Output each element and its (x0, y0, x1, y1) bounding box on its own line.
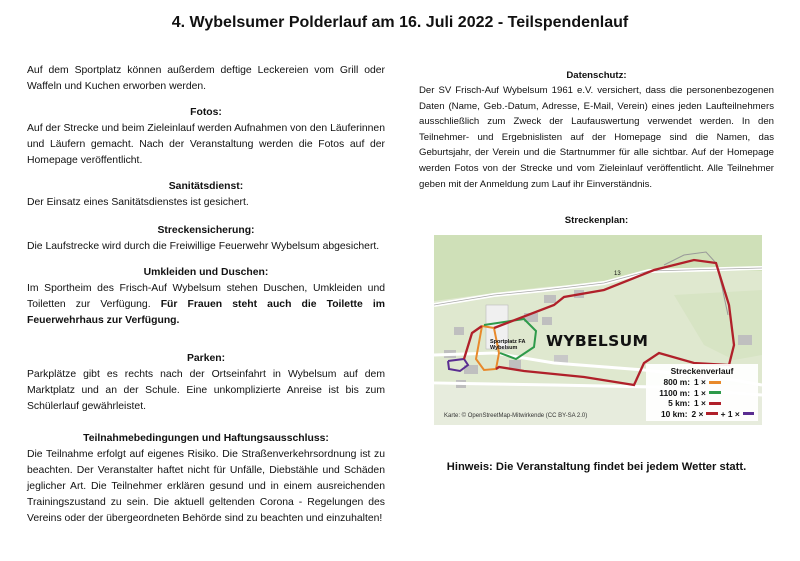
map-credit: Karte: © OpenStreetMap-Mitwirkende (CC BY-SA 2.0) (444, 413, 588, 419)
legend-count: 1 × (694, 398, 706, 408)
umkleiden-heading: Umkleiden und Duschen: (143, 267, 269, 278)
map-road-number: 13 (614, 271, 621, 277)
streckenplan-heading: Streckenplan: (564, 215, 629, 227)
legend-extra: + 1 × (720, 408, 740, 419)
legend-title: Streckenverlauf (670, 365, 734, 376)
datenschutz-text: Der SV Frisch-Auf Wybelsum 1961 e.V. versichert, dass die personenbezogenen Daten (Name, Geb.-Datum, Adresse, E-Mail, Verein) eines jeden Laufteilnehmers ausschließlich zum Zweck der Laufauswertung verwendet werden. In den Teilnehmer- und Ergebnislisten auf der Homepage sind die Namen, das Geburtsjahr, der Verein und die Startnummer für alle sichtbar. Auf der Homepage werden Fotos von der Strecke und vom Zieleinlauf veröffentlicht. Alle Teilnehmer geben mit der Anmeldung zum Lauf ihr Einverständnis. (419, 85, 774, 190)
fotos-text: Auf der Strecke und beim Zieleinlauf werden Aufnahmen von den Läuferinnen und Läufern gemacht. Nach der Veranstaltung werden die Fotos auf der Homepage veröffentlicht. (27, 123, 385, 166)
legend-distance: 5 km: (668, 398, 690, 408)
map-sportplatz-label: Sportplatz FA Wybelsum (490, 339, 526, 351)
route-map (434, 235, 762, 425)
legend-row (650, 409, 754, 420)
legend-red-swatch (706, 412, 717, 415)
weather-notice: Hinweis: Die Veranstaltung findet bei jedem Wetter statt. (446, 461, 747, 473)
right-column (419, 69, 774, 228)
intro-paragraph: Auf dem Sportplatz können außerdem deftige Leckereien vom Grill oder Waffeln und Kuchen erworben werden. (27, 65, 385, 92)
haftung-text: Die Teilnahme erfolgt auf eigenes Risiko. Die Straßenverkehrsordnung ist zu beachten. Der Veranstalter haftet nicht für Unfälle, Diebstähle und Schäden jeglicher Art. Die Teilnehmer erklären gesund und in einem ausreichenden Trainingszustand zu sein. Die aktuell geltenden Corona - Regelungen des Vereins oder der übergeordneten Behörde sind zu beachten und einzuhalten! (27, 449, 385, 524)
legend-distance: 800 m: (663, 377, 690, 387)
left-column (27, 63, 385, 527)
legend-orange-swatch (709, 381, 721, 384)
sicherung-heading: Streckensicherung: (157, 225, 255, 236)
legend-count: 2 × (691, 408, 704, 419)
map-legend (646, 364, 758, 422)
umkleiden-text-normal: Im Sportheim des Frisch-Auf Wybelsum stehen Duschen, Umkleiden und Toiletten zur Verfügung. (27, 283, 385, 310)
legend-count: 1 × (694, 387, 706, 398)
fotos-heading: Fotos: (190, 107, 222, 118)
haftung-heading: Teilnahmebedingungen und Haftungsausschluss: (83, 433, 329, 444)
legend-count: 1 × (694, 377, 706, 387)
legend-green-swatch (709, 391, 721, 394)
legend-row (650, 398, 754, 409)
map-town-label: WYBELSUM (546, 332, 649, 350)
umkleiden-text (27, 281, 385, 329)
datenschutz-heading: Datenschutz: (566, 70, 627, 81)
legend-distance: 1100 m: (659, 387, 690, 398)
parken-heading: Parken: (186, 353, 226, 364)
legend-red-swatch (709, 402, 721, 405)
sanitaet-text: Der Einsatz eines Sanitätsdienstes ist gesichert. (27, 197, 249, 208)
legend-row (650, 377, 754, 388)
legend-purple-swatch (743, 412, 754, 415)
legend-distance: 10 km: (660, 408, 688, 419)
page-title: 4. Wybelsumer Polderlauf am 16. Juli 2022 - Teilspendenlauf (171, 14, 629, 31)
legend-row (650, 388, 754, 399)
umkleiden-text-bold: Für Frauen steht auch die Toilette im Feuerwehrhaus zur Verfügung. (27, 299, 386, 326)
sicherung-text: Die Laufstrecke wird durch die Freiwillige Feuerwehr Wybelsum abgesichert. (27, 241, 380, 252)
parken-text: Parkplätze gibt es rechts nach der Ortseinfahrt in Wybelsum auf dem Marktplatz und an der Schule. Eine unkomplizierte Anreise ist bis zum Schülerlauf gewährleistet. (27, 369, 385, 412)
sanitaet-heading: Sanitätsdienst: (168, 181, 244, 192)
